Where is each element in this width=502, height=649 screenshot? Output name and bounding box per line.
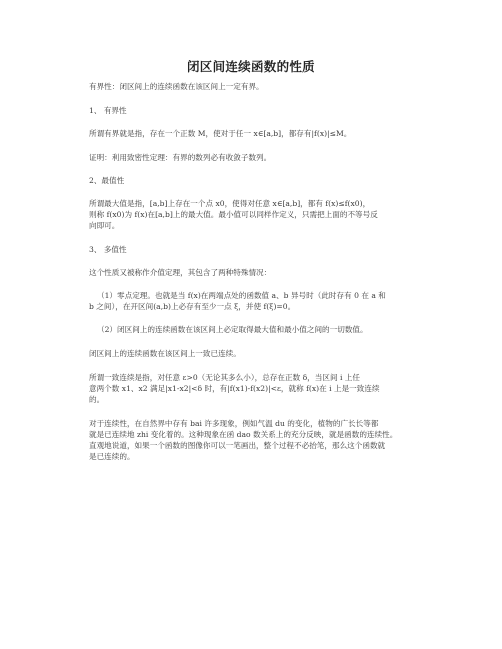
paragraph-extremum-line-1: 所谓最大值是指，[a,b]上存在一个点 x0，使得对任意 x∈[a,b]，都有 f(x)≤f(x0)，	[89, 199, 371, 208]
paragraph-uniform-definition-line-3: 的。	[89, 395, 105, 404]
paragraph-boundedness-intro: 有界性：闭区间上的连续函数在该区间上一定有界。	[89, 82, 264, 91]
paragraph-continuity-nature-line-4: 是已连续的。	[89, 452, 135, 461]
paragraph-intermediate-value-intro: 这个性质又被称作介值定理，其包含了两种特殊情况：	[89, 268, 272, 277]
paragraph-uniform-continuity: 闭区间上的连续函数在该区间上一致已连续。	[89, 349, 241, 358]
paragraph-boundedness-proof: 证明：利用致密性定理：有界的数列必有收敛子数列。	[89, 153, 272, 162]
paragraph-uniform-definition-line-1: 所谓一致连续是指，对任意 ε>0（无论其多么小），总存在正数 δ，当区间 i 上任	[89, 373, 360, 382]
paragraph-zero-theorem-line-2: b 之间），在开区间(a,b)上必存有至少一点 ξ，并使 f(ξ)=0。	[89, 302, 296, 311]
paragraph-extremum-line-3: 向即可。	[89, 221, 120, 230]
document-title: 闭区间连续函数的性质	[186, 59, 315, 74]
paragraph-extremum-line-2: 则称 f(x0)为 f(x)在[a,b]上的最大值。最小值可以同样作定义，只需把上面的不等号反	[89, 210, 378, 219]
section-heading-intermediate-value: 3、 多值性	[89, 245, 127, 254]
paragraph-zero-theorem-line-1: （1）零点定理。也就是当 f(x)在两端点处的函数值 a、b 异号时（此时存有 0 在 a 和	[97, 291, 386, 300]
paragraph-continuity-nature-line-2: 就是已连续地 zhi 变化着的。这种现象在函 dao 数关系上的充分反映，就是函数的连续性。	[89, 430, 398, 439]
paragraph-continuity-nature-line-3: 直观地说道，如果一个函数的图像你可以一笔画出，整个过程不必抬笔，那么这个函数就	[89, 441, 386, 450]
paragraph-boundedness-definition: 所谓有界就是指，存在一个正数 M，使对于任一 x∈[a,b]，都存有|f(x)|≤M。	[89, 129, 352, 138]
section-heading-boundedness: 1、 有界性	[89, 106, 127, 115]
section-heading-extremum: 2、最值性	[89, 176, 125, 185]
paragraph-intermediate-values: （2）闭区间上的连续函数在该区间上必定取得最大值和最小值之间的一切数值。	[97, 325, 368, 334]
paragraph-continuity-nature-line-1: 对于连续性，在自然界中存有 bai 许多现象，例如气温 du 的变化，植物的广长长等都	[89, 419, 379, 428]
paragraph-uniform-definition-line-2: 意两个数 x1、x2 满足|x1-x2|<δ 时，有|f(x1)-f(x2)|<ε，就称 f(x)在 i 上是一致连续	[89, 384, 380, 393]
